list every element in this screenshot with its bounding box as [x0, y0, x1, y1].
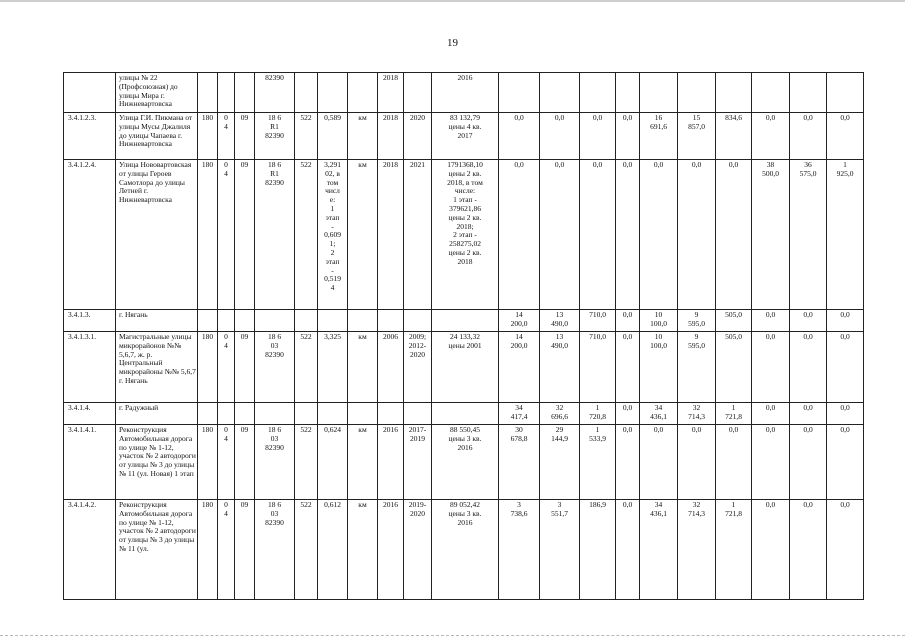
- table-cell: [348, 403, 378, 425]
- table-cell: 34 417,4: [499, 403, 540, 425]
- page-top-edge: [0, 0, 905, 2]
- table-cell: 0,0: [499, 160, 540, 310]
- table-cell: [640, 73, 678, 113]
- object-name-cell: Улица Нововартовская от улицы Героев Самотлора до улицы Летней г. Нижневартовска: [116, 160, 198, 310]
- table-row: [64, 403, 864, 425]
- table-cell: 0,0: [790, 500, 827, 600]
- table-cell: 0,0: [752, 425, 790, 500]
- table-cell: 180: [198, 332, 218, 403]
- table-cell: 2017- 2019: [404, 425, 432, 500]
- table-cell: 505,0: [716, 332, 752, 403]
- table-cell: 16 691,6: [640, 113, 678, 160]
- table-cell: 1 720,8: [580, 403, 616, 425]
- table-cell: км: [348, 500, 378, 600]
- table-cell: 522: [295, 160, 318, 310]
- table-cell: [295, 73, 318, 113]
- table-cell: 0,0: [540, 113, 580, 160]
- table-cell: 0,0: [827, 425, 864, 500]
- table-cell: 0,0: [790, 310, 827, 332]
- table-cell: 0 4: [218, 113, 235, 160]
- table-cell: 0,0: [716, 160, 752, 310]
- row-code-cell: 3.4.1.3.1.: [64, 332, 116, 403]
- table-row: [64, 160, 864, 310]
- table-cell: 0,0: [716, 425, 752, 500]
- table-cell: 0,0: [640, 425, 678, 500]
- table-cell: 38 500,0: [752, 160, 790, 310]
- table-cell: 0,0: [580, 113, 616, 160]
- table-cell: [218, 403, 235, 425]
- table-cell: 0,0: [827, 403, 864, 425]
- table-cell: 0,0: [790, 403, 827, 425]
- table-cell: 0 4: [218, 160, 235, 310]
- table-cell: 0,624: [318, 425, 348, 500]
- table-cell: 2021: [404, 160, 432, 310]
- table-cell: 10 100,0: [640, 332, 678, 403]
- table-cell: [432, 310, 499, 332]
- table-cell: 3 551,7: [540, 500, 580, 600]
- table-cell: [616, 73, 640, 113]
- table-cell: 2009; 2012- 2020: [404, 332, 432, 403]
- table-cell: [235, 310, 255, 332]
- table-cell: 2016: [378, 425, 404, 500]
- table-cell: [790, 73, 827, 113]
- table-cell: 186,9: [580, 500, 616, 600]
- table-cell: [378, 403, 404, 425]
- table-cell: 180: [198, 113, 218, 160]
- budget-table-body: [64, 73, 864, 600]
- table-cell: 180: [198, 500, 218, 600]
- table-cell: 18 6 03 82390: [255, 332, 295, 403]
- table-cell: [716, 73, 752, 113]
- table-cell: [198, 310, 218, 332]
- table-cell: [198, 403, 218, 425]
- table-cell: 522: [295, 113, 318, 160]
- table-cell: 0,0: [540, 160, 580, 310]
- table-cell: 0,0: [752, 310, 790, 332]
- table-row: [64, 500, 864, 600]
- table-cell: 0,0: [616, 113, 640, 160]
- table-cell: 13 490,0: [540, 310, 580, 332]
- table-cell: 522: [295, 425, 318, 500]
- table-cell: 522: [295, 500, 318, 600]
- table-cell: [218, 73, 235, 113]
- table-cell: [348, 310, 378, 332]
- table-cell: км: [348, 425, 378, 500]
- table-cell: [378, 310, 404, 332]
- table-cell: 0,0: [752, 113, 790, 160]
- table-cell: 505,0: [716, 310, 752, 332]
- table-cell: 18 6 03 82390: [255, 425, 295, 500]
- table-cell: [752, 73, 790, 113]
- table-row: [64, 332, 864, 403]
- table-cell: 0,589: [318, 113, 348, 160]
- table-cell: [295, 403, 318, 425]
- table-cell: 0,0: [499, 113, 540, 160]
- table-cell: 36 575,0: [790, 160, 827, 310]
- table-cell: 0,0: [580, 160, 616, 310]
- table-cell: км: [348, 332, 378, 403]
- table-cell: 14 200,0: [499, 332, 540, 403]
- table-cell: 9 595,0: [678, 310, 716, 332]
- table-cell: 0 4: [218, 425, 235, 500]
- table-cell: 834,6: [716, 113, 752, 160]
- table-cell: 2019- 2020: [404, 500, 432, 600]
- table-cell: 1 721,8: [716, 403, 752, 425]
- table-cell: [318, 73, 348, 113]
- table-cell: [580, 73, 616, 113]
- object-name-cell: Магистральные улицы микрорайонов №№ 5,6,7, ж. р. Центральный микрорайоны №№ 5,6,7 г. Нягань: [116, 332, 198, 403]
- table-cell: 83 132,79 цены 4 кв. 2017: [432, 113, 499, 160]
- table-cell: 0 4: [218, 332, 235, 403]
- table-cell: 18 6 03 82390: [255, 500, 295, 600]
- row-code-cell: 3.4.1.4.2.: [64, 500, 116, 600]
- table-cell: 2016: [378, 500, 404, 600]
- table-cell: 0,0: [790, 332, 827, 403]
- table-cell: 710,0: [580, 310, 616, 332]
- table-cell: 13 490,0: [540, 332, 580, 403]
- table-cell: 2006: [378, 332, 404, 403]
- object-name-cell: г. Нягань: [116, 310, 198, 332]
- table-cell: 0,0: [640, 160, 678, 310]
- table-cell: [295, 310, 318, 332]
- table-cell: 14 200,0: [499, 310, 540, 332]
- table-cell: 0,0: [790, 113, 827, 160]
- table-cell: 3,325: [318, 332, 348, 403]
- table-cell: 0 4: [218, 500, 235, 600]
- table-cell: 0,0: [616, 425, 640, 500]
- table-cell: 2016: [432, 73, 499, 113]
- table-cell: 180: [198, 160, 218, 310]
- table-cell: 0,0: [752, 500, 790, 600]
- table-cell: [499, 73, 540, 113]
- table-cell: 0,0: [616, 500, 640, 600]
- table-cell: 2020: [404, 113, 432, 160]
- table-row: [64, 425, 864, 500]
- table-cell: 34 436,1: [640, 500, 678, 600]
- table-cell: [255, 310, 295, 332]
- row-code-cell: 3.4.1.3.: [64, 310, 116, 332]
- table-cell: 0,0: [616, 403, 640, 425]
- table-cell: 2018: [378, 73, 404, 113]
- table-cell: [255, 403, 295, 425]
- object-name-cell: улицы № 22 (Профсоюзная) до улицы Мира г. Нижневартовска: [116, 73, 198, 113]
- table-cell: 1791368,10 цены 2 кв. 2018, в том числе: 1 этап - 379621,86 цены 2 кв. 2018; 2 этап - 258275,02 цены 2 кв. 2018: [432, 160, 499, 310]
- page-bottom-edge: [0, 635, 905, 637]
- table-cell: 0,0: [827, 113, 864, 160]
- row-code-cell: [64, 73, 116, 113]
- table-cell: 0,0: [827, 500, 864, 600]
- table-cell: 09: [235, 160, 255, 310]
- table-cell: 29 144,9: [540, 425, 580, 500]
- row-code-cell: 3.4.1.2.4.: [64, 160, 116, 310]
- table-cell: 0,0: [616, 160, 640, 310]
- table-cell: 2018: [378, 113, 404, 160]
- table-cell: [404, 73, 432, 113]
- table-cell: 34 436,1: [640, 403, 678, 425]
- table-cell: 30 678,8: [499, 425, 540, 500]
- table-cell: 09: [235, 500, 255, 600]
- table-cell: [540, 73, 580, 113]
- table-cell: 0,0: [616, 310, 640, 332]
- table-cell: 09: [235, 425, 255, 500]
- table-row: [64, 310, 864, 332]
- table-cell: [404, 403, 432, 425]
- table-row: [64, 73, 864, 113]
- table-cell: 180: [198, 425, 218, 500]
- object-name-cell: Реконструкция Автомобильная дорога по улице № 1-12, участок № 2 автодороги от улицы № 3 до улицы № 11 (ул. Новая) 1 этап: [116, 425, 198, 500]
- table-cell: 1 925,0: [827, 160, 864, 310]
- table-cell: 18 6 R1 82390: [255, 113, 295, 160]
- object-name-cell: Улица Г.И. Пикмана от улицы Мусы Джалиля до улицы Чапаева г. Нижневартовска: [116, 113, 198, 160]
- table-cell: 88 550,45 цены 3 кв. 2016: [432, 425, 499, 500]
- table-cell: 1 533,9: [580, 425, 616, 500]
- table-cell: 10 100,0: [640, 310, 678, 332]
- table-cell: 0,0: [827, 332, 864, 403]
- table-cell: 09: [235, 332, 255, 403]
- table-cell: [198, 73, 218, 113]
- table-cell: 3 738,6: [499, 500, 540, 600]
- table-cell: 9 595,0: [678, 332, 716, 403]
- budget-table: [63, 72, 864, 600]
- table-cell: 32 714,3: [678, 500, 716, 600]
- table-cell: 2018: [378, 160, 404, 310]
- table-cell: 710,0: [580, 332, 616, 403]
- table-cell: км: [348, 160, 378, 310]
- table-cell: 15 857,0: [678, 113, 716, 160]
- table-cell: [432, 403, 499, 425]
- table-cell: 89 052,42 цены 3 кв. 2016: [432, 500, 499, 600]
- table-cell: 3,291 02, в том числ е: 1 этап - 0,609 1; 2 этап - 0,519 4: [318, 160, 348, 310]
- table-cell: 1 721,8: [716, 500, 752, 600]
- page-number: 19: [447, 37, 458, 49]
- table-cell: 0,0: [827, 310, 864, 332]
- table-cell: 32 714,3: [678, 403, 716, 425]
- table-cell: 0,0: [790, 425, 827, 500]
- table-cell: [318, 310, 348, 332]
- table-cell: 0,0: [678, 160, 716, 310]
- table-cell: [218, 310, 235, 332]
- table-cell: [404, 310, 432, 332]
- table-cell: 18 6 R1 82390: [255, 160, 295, 310]
- table-cell: 32 696,6: [540, 403, 580, 425]
- object-name-cell: г. Радужный: [116, 403, 198, 425]
- table-cell: 0,0: [678, 425, 716, 500]
- row-code-cell: 3.4.1.2.3.: [64, 113, 116, 160]
- table-cell: 0,612: [318, 500, 348, 600]
- table-cell: 0,0: [616, 332, 640, 403]
- object-name-cell: Реконструкция Автомобильная дорога по улице № 1-12, участок № 2 автодороги от улицы № 3 до улицы № 11 (ул.: [116, 500, 198, 600]
- table-cell: [235, 73, 255, 113]
- table-cell: 0,0: [752, 403, 790, 425]
- table-cell: 82390: [255, 73, 295, 113]
- row-code-cell: 3.4.1.4.: [64, 403, 116, 425]
- table-cell: 522: [295, 332, 318, 403]
- table-cell: [318, 403, 348, 425]
- table-cell: км: [348, 113, 378, 160]
- table-cell: 09: [235, 113, 255, 160]
- table-cell: 0,0: [752, 332, 790, 403]
- table-cell: [235, 403, 255, 425]
- row-code-cell: 3.4.1.4.1.: [64, 425, 116, 500]
- table-cell: [678, 73, 716, 113]
- table-cell: [827, 73, 864, 113]
- table-cell: [348, 73, 378, 113]
- table-cell: 24 133,32 цены 2001: [432, 332, 499, 403]
- table-row: [64, 113, 864, 160]
